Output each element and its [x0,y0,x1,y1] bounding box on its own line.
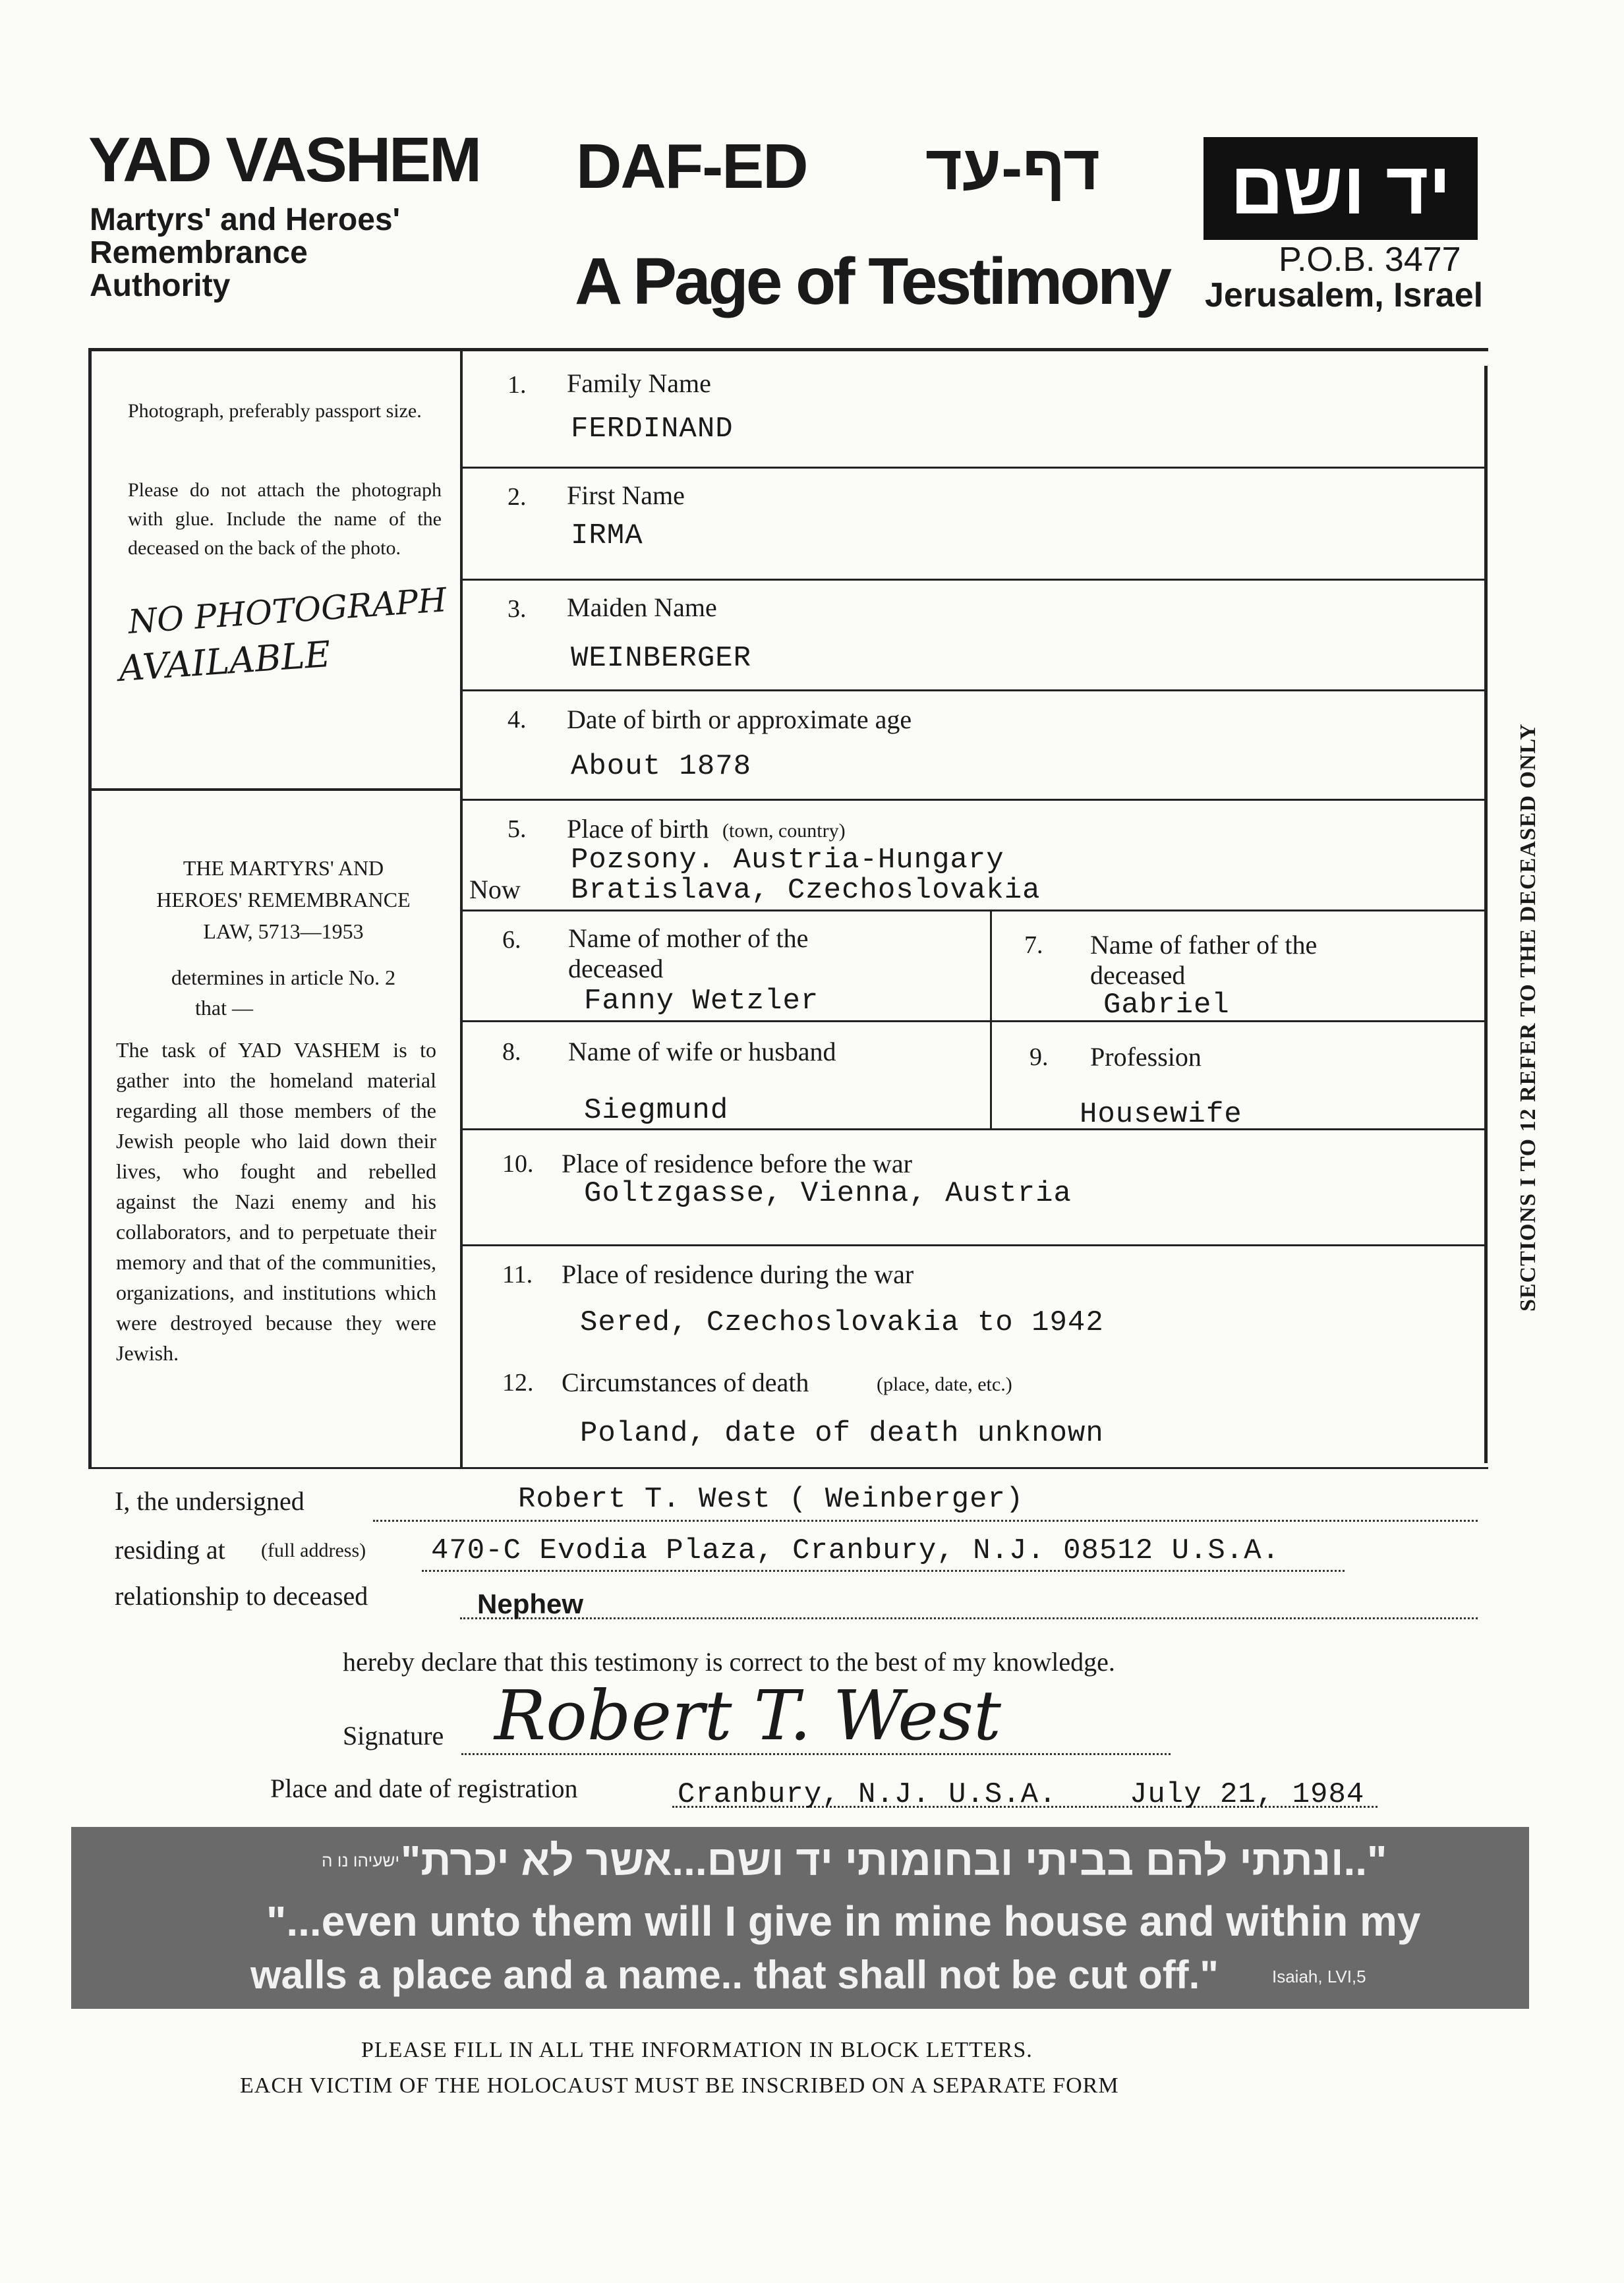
photo-note-title: Photograph, preferably passport size. [128,400,422,422]
field-number: 9. [1030,1043,1049,1071]
family-name-value[interactable]: FERDINAND [571,413,734,446]
father-name-value[interactable]: Gabriel [1103,989,1230,1022]
maiden-name-label: Maiden Name [567,592,717,622]
father-name-label: Name of father of the [1090,930,1318,960]
field-number: 5. [508,815,527,843]
profession-value[interactable]: Housewife [1080,1098,1242,1131]
row-divider [461,467,1486,469]
hebrew-title: דף-עד [925,132,1100,203]
org-subtitle-line: Authority [90,268,231,303]
place-date-label: Place and date of registration [270,1774,578,1803]
field-number: 1. [508,371,527,399]
profession-label: Profession [1090,1042,1202,1072]
place-value[interactable]: Cranbury, N.J. U.S.A. [678,1778,1057,1811]
first-name-value[interactable]: IRMA [571,519,643,552]
form-right-border [1484,366,1488,1463]
row-divider [461,1128,1486,1130]
death-circumstances-hint: (place, date, etc.) [877,1373,1012,1395]
row-divider [461,1244,1486,1246]
birth-date-label: Date of birth or approximate age [567,705,912,734]
signature-label: Signature [343,1721,444,1750]
birth-place-hint: (town, country) [722,820,846,842]
page-title: A Page of Testimony [575,245,1169,318]
pob-address: P.O.B. 3477 [1279,241,1461,279]
yad-vashem-logo: יד ושם [1204,137,1478,240]
org-name: YAD VASHEM [88,125,480,195]
spouse-name-value[interactable]: Siegmund [584,1094,729,1127]
banner-english-line: "...even unto them will I give in mine house and within my [266,1897,1421,1945]
banner-hebrew-reference: ישעיהו נו ה [322,1851,400,1870]
form-left-border [88,348,92,1468]
field-number: 3. [508,595,527,623]
sections-side-note: SECTIONS I TO 12 REFER TO THE DECEASED ONLY [1516,723,1540,1312]
field-number: 10. [502,1150,534,1178]
daf-ed-title: DAF-ED [576,131,807,202]
signature-value[interactable]: Robert T. West [494,1675,1001,1756]
handwritten-no-photo: NO PHOTOGRAPH [127,581,448,641]
relationship-value[interactable]: Nephew [477,1588,584,1619]
banner-english-line: walls a place and a name.. that shall not be cut off." [250,1953,1219,1997]
banner-hebrew-quote: "..ונתתי להם בביתי ובחומותי יד ושם...אשר לא יכרת" [401,1837,1387,1884]
field-number: 6. [502,926,521,954]
form-top-border [88,348,1488,351]
undersigned-label: I, the undersigned [115,1486,304,1516]
field-number: 4. [508,706,527,734]
law-text: The task of YAD VASHEM is to gather into the homeland material regarding all those members of the Jewish people who laid down their lives, who fought and rebelled against the Nazi enemy and his collaborators, and to perpetuate their memory and that of the communities, organizations, and institutions which were destroyed because they were Jewish. [116,1038,436,1365]
birth-place-label: Place of birth [567,814,709,844]
residence-during-value[interactable]: Sered, Czechoslovakia to 1942 [580,1306,1104,1339]
row-divider [461,910,1486,911]
mother-name-value[interactable]: Fanny Wetzler [584,985,819,1018]
birth-date-value[interactable]: About 1878 [571,750,752,783]
birth-place-now-value[interactable]: Bratislava, Czechoslovakia [571,874,1041,907]
field-number: 2. [508,483,527,511]
mother-name-label: deceased [568,954,664,983]
birth-place-value[interactable]: Pozsony. Austria-Hungary [571,844,1004,877]
law-article: determines in article No. 2 [171,966,396,989]
father-name-label: deceased [1090,960,1186,990]
footer-instruction: PLEASE FILL IN ALL THE INFORMATION IN BLOCK LETTERS. [361,2038,1033,2062]
relationship-label: relationship to deceased [115,1581,368,1611]
row-divider [461,1020,1486,1022]
spouse-name-label: Name of wife or husband [568,1037,836,1066]
declaration-statement: hereby declare that this testimony is correct to the best of my knowledge. [343,1647,1115,1677]
now-label: Now [469,875,521,904]
banner-reference: Isaiah, LVI,5 [1272,1967,1366,1986]
law-heading: THE MARTYRS' AND [183,856,384,880]
family-name-label: Family Name [567,368,711,398]
handwritten-available: AVAILABLE [117,633,332,690]
date-value[interactable]: July 21, 1984 [1130,1778,1365,1811]
org-subtitle-line: Remembrance [90,235,308,270]
law-article-that: that — [195,996,253,1020]
mother-name-label: Name of mother of the [568,923,809,953]
org-subtitle-line: Martyrs' and Heroes' [90,202,400,237]
law-heading: HEROES' REMEMBRANCE [156,888,411,911]
death-circumstances-label: Circumstances of death [562,1368,809,1397]
city-address: Jerusalem, Israel [1205,276,1484,314]
death-circumstances-value[interactable]: Poland, date of death unknown [580,1417,1104,1450]
undersigned-value[interactable]: Robert T. West ( Weinberger) [518,1483,1024,1516]
form-bottom-border [88,1467,1488,1469]
first-name-label: First Name [567,480,685,510]
footer-instruction: EACH VICTIM OF THE HOLOCAUST MUST BE INSCRIBED ON A SEPARATE FORM [240,2073,1119,2098]
field-number: 7. [1024,931,1043,959]
photo-note-instructions: Please do not attach the photograph with glue. Include the name of the deceased on the back of the photo. [128,479,442,559]
maiden-name-value[interactable]: WEINBERGER [571,642,752,675]
field-number: 12. [502,1369,534,1397]
residence-during-label: Place of residence during the war [562,1259,914,1289]
left-column-divider [88,788,461,791]
field-number: 11. [502,1261,533,1288]
residing-label: residing at [115,1535,225,1565]
row-divider [461,579,1486,581]
row-divider [461,799,1486,801]
isaiah-quote-banner [71,1827,1529,2009]
residence-before-value[interactable]: Goltzgasse, Vienna, Austria [584,1177,1072,1210]
relationship-line [460,1588,1478,1619]
row-divider [461,689,1486,691]
residing-value[interactable]: 470-C Evodia Plaza, Cranbury, N.J. 08512 U.S.A. [431,1534,1281,1567]
residence-before-label: Place of residence before the war [562,1149,912,1178]
residing-hint: (full address) [261,1540,366,1561]
law-heading: LAW, 5713—1953 [203,919,364,943]
cell-divider [990,910,992,1128]
field-number: 8. [502,1038,521,1066]
